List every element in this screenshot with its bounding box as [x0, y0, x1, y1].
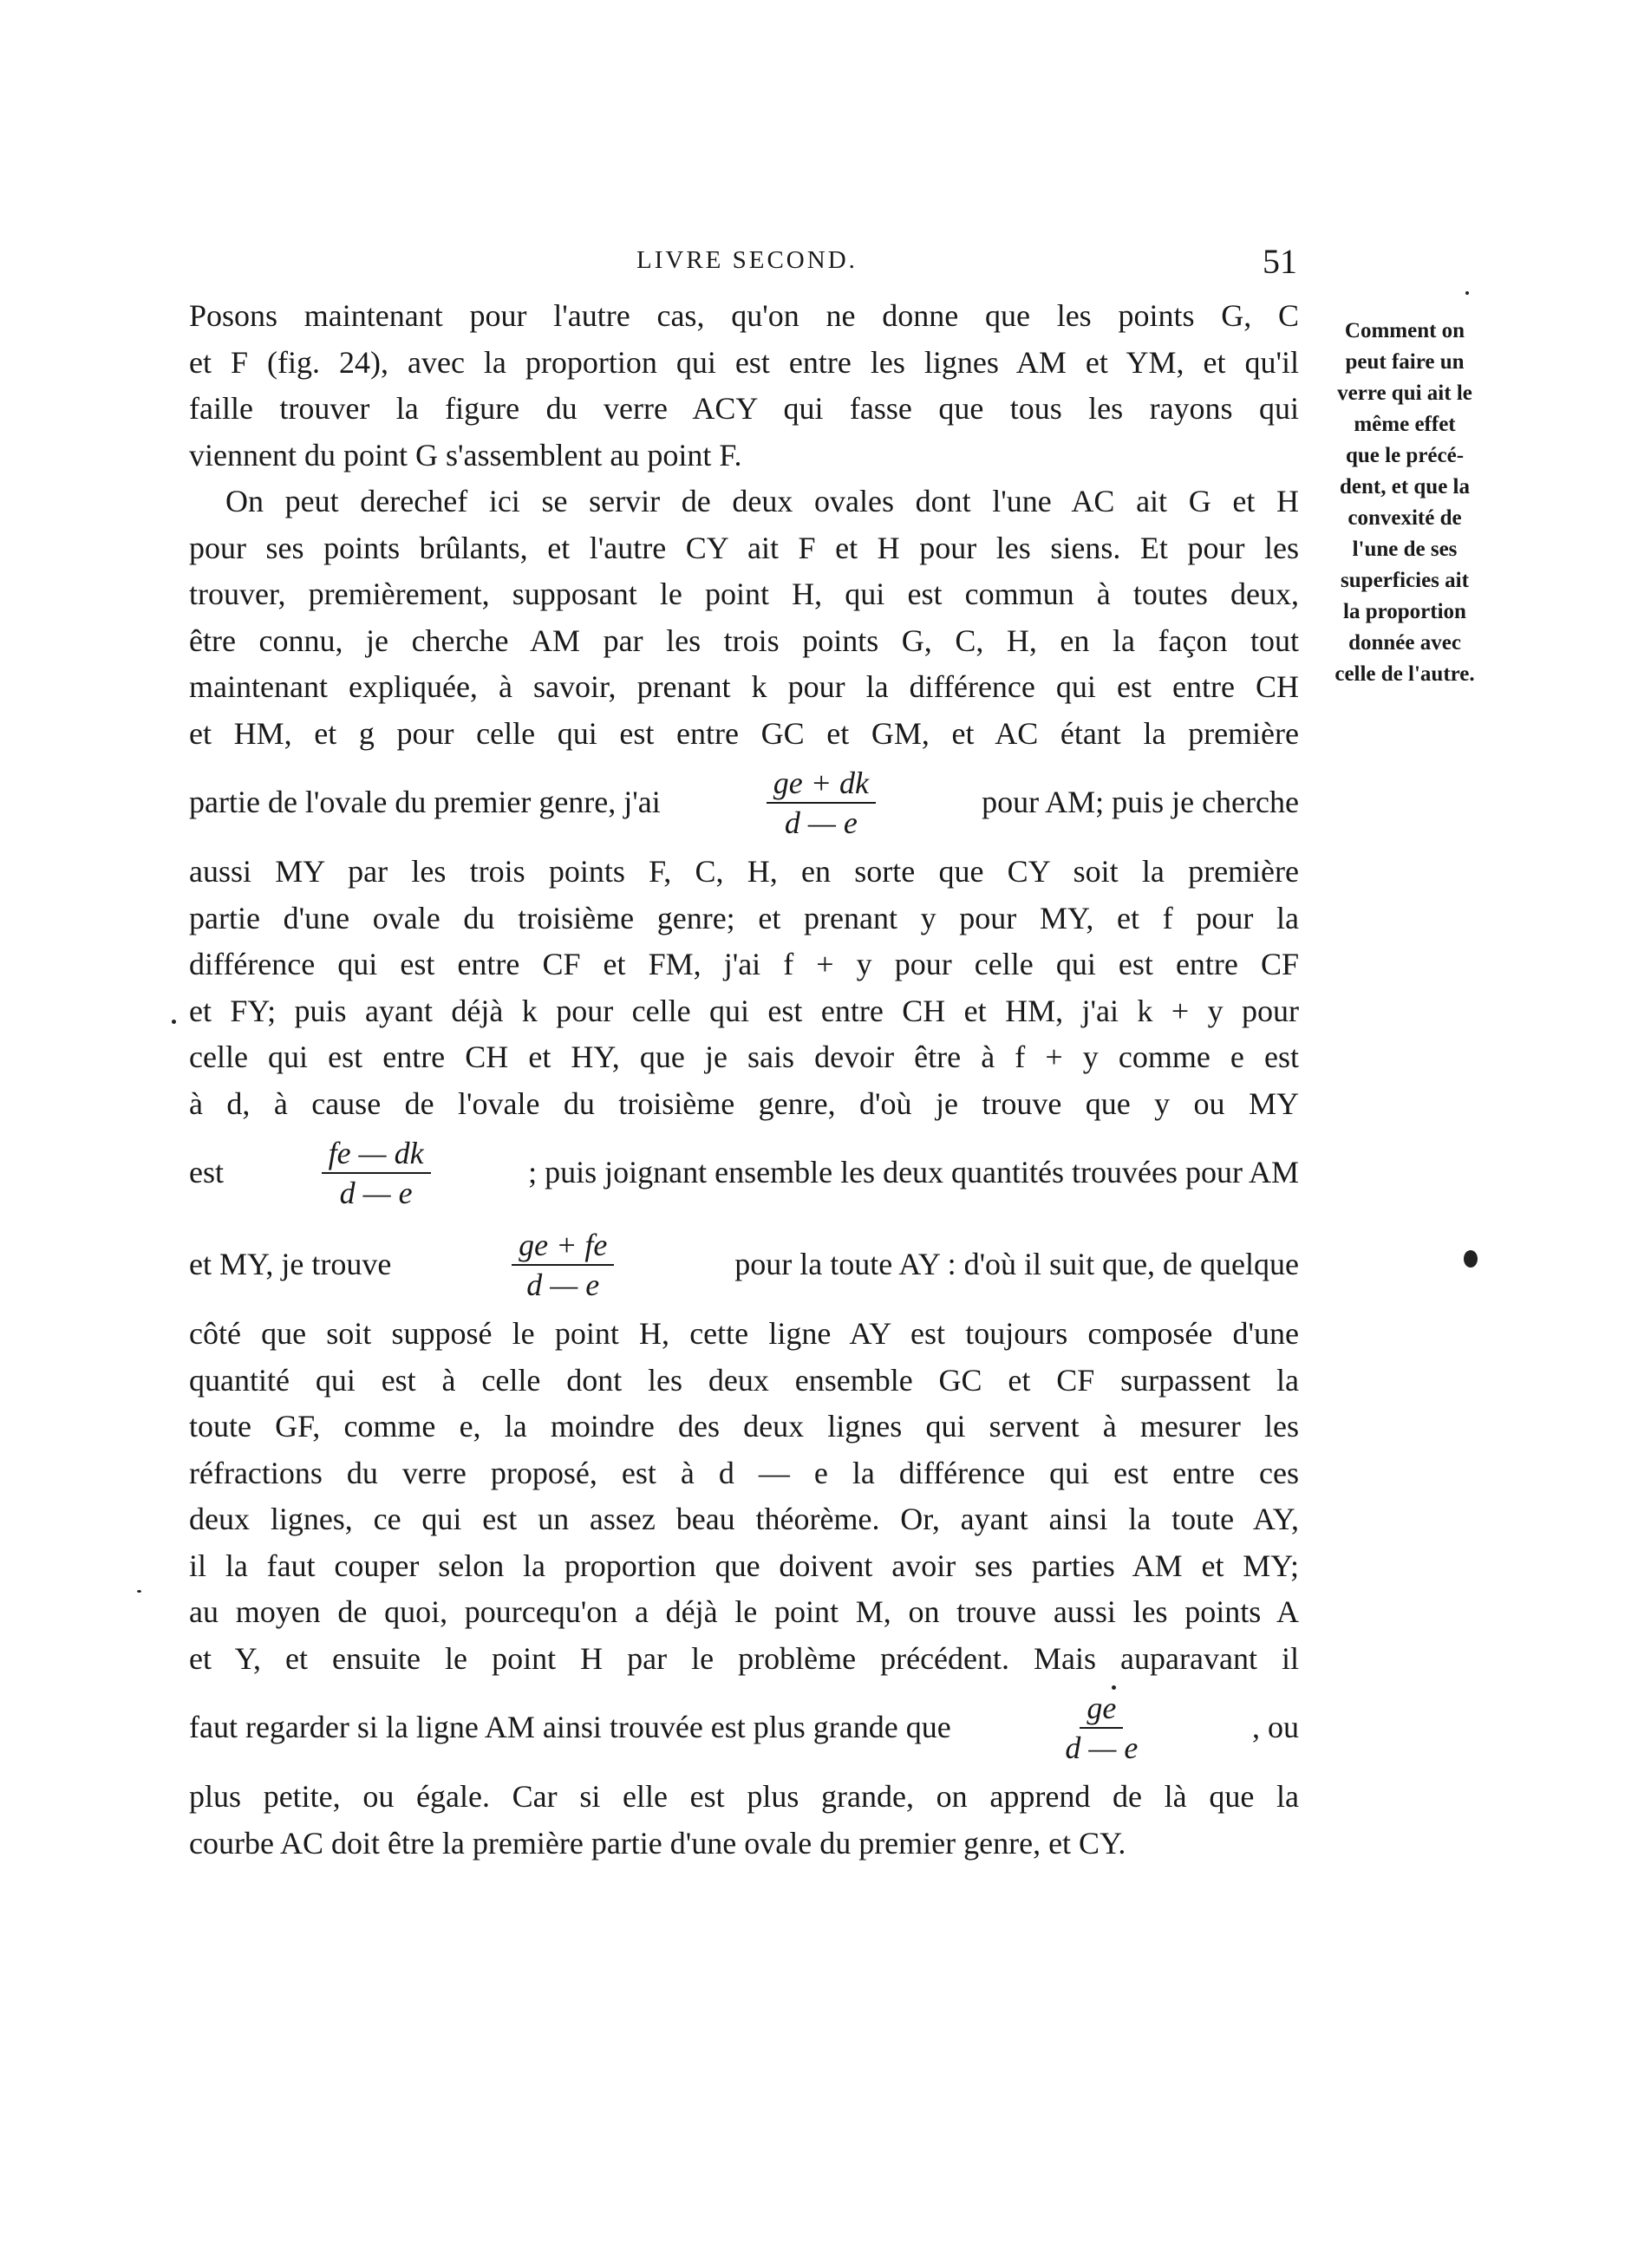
text-line: viennent du point G s'assemblent au point F.	[189, 437, 742, 472]
text-line: deux lignes, ce qui est un assez beau théorème. Or, ayant ainsi la toute AY,	[189, 1502, 1299, 1536]
text-fragment: partie de l'ovale du premier genre, j'ai	[189, 785, 661, 820]
fraction-numerator: ge + dk	[767, 764, 876, 804]
margin-note	[1318, 316, 1491, 690]
text-line: au moyen de quoi, pourcequ'on a déjà le point M, on trouve aussi les points A	[189, 1594, 1299, 1629]
text-line: à d, à cause de l'ovale du troisième genre, d'où je trouve que y ou MY	[189, 1085, 1299, 1121]
fraction-numerator: fe — dk	[322, 1134, 431, 1174]
text-line: On peut derechef ici se servir de deux ovales dont l'une AC ait G et H	[225, 484, 1299, 518]
text-line: celle qui est entre CH et HY, que je sais devoir être à f + y comme e est	[189, 1040, 1299, 1074]
text-line: il la faut couper selon la proportion que doivent avoir ses parties AM et MY;	[189, 1548, 1299, 1583]
body-text	[189, 293, 1299, 1867]
fraction-denominator: d — e	[526, 1268, 600, 1302]
margin-note-line: que le précé-	[1345, 444, 1465, 467]
margin-note-line: Comment on	[1344, 319, 1465, 342]
text-line: être connu, je cherche AM par les trois points G, C, H, en la façon tout	[189, 622, 1299, 658]
text-fragment: faut regarder si la ligne AM ainsi trouvée est plus grande que	[189, 1710, 951, 1745]
fraction-denominator: d — e	[784, 805, 858, 840]
text-line: et F (fig. 24), avec la proportion qui est entre les lignes AM et YM, et qu'il	[189, 344, 1299, 380]
text-line: pour ses points brûlants, et l'autre CY ait F et H pour les siens. Et pour les	[189, 530, 1299, 565]
ink-speck	[137, 1590, 141, 1593]
ink-speck	[1112, 1685, 1116, 1690]
ink-speck	[172, 1020, 176, 1024]
margin-note-line: verre qui ait le	[1337, 381, 1472, 405]
fraction-numerator: ge + fe	[512, 1226, 614, 1266]
margin-note-line: peut faire un	[1345, 350, 1465, 374]
fraction-numerator: ge	[1080, 1689, 1123, 1729]
fraction-ge-plus-dk	[767, 764, 876, 842]
text-fragment: , ou	[1251, 1710, 1299, 1745]
page-number: 51	[1263, 242, 1297, 281]
text-line: et Y, et ensuite le point H par le problème précédent. Mais auparavant il	[189, 1640, 1299, 1676]
text-fragment: est	[189, 1155, 224, 1190]
text-fragment: ; puis joignant ensemble les deux quantités trouvées pour AM	[528, 1155, 1299, 1190]
text-line: partie d'une ovale du troisième genre; et prenant y pour MY, et f pour la	[189, 900, 1299, 935]
ink-speck	[1465, 291, 1469, 295]
fraction-denominator: d — e	[339, 1176, 413, 1210]
formula-line	[189, 757, 1299, 849]
text-line: toute GF, comme e, la moindre des deux lignes qui servent à mesurer les	[189, 1409, 1299, 1444]
margin-note-line: même effet	[1354, 413, 1456, 436]
text-line: trouver, premièrement, supposant le point H, qui est commun à toutes deux,	[189, 577, 1299, 611]
text-line: et HM, et g pour celle qui est entre GC et GM, et AC étant la première	[189, 715, 1299, 751]
text-line: réfractions du verre proposé, est à d — e la différence qui est entre ces	[189, 1455, 1299, 1490]
text-fragment: et MY, je trouve	[189, 1247, 392, 1282]
text-line: Posons maintenant pour l'autre cas, qu'on ne donne que les points G, C	[189, 298, 1299, 333]
text-fragment: pour AM; puis je cherche	[982, 785, 1299, 820]
margin-note-line: celle de l'autre.	[1335, 662, 1475, 686]
formula-line	[189, 1127, 1299, 1219]
margin-note-line: dent, et que la	[1340, 475, 1470, 499]
text-line: maintenant expliquée, à savoir, prenant k pour la différence qui est entre CH	[189, 669, 1299, 704]
fraction-ge	[1058, 1689, 1145, 1767]
text-line: côté que soit supposé le point H, cette ligne AY est toujours composée d'une	[189, 1316, 1299, 1351]
fraction-ge-plus-fe	[512, 1226, 614, 1304]
margin-note-line: l'une de ses	[1352, 538, 1458, 561]
fraction-denominator: d — e	[1065, 1730, 1139, 1765]
margin-note-line: superficies ait	[1341, 569, 1469, 592]
text-line: différence qui est entre CF et FM, j'ai f + y pour celle qui est entre CF	[189, 947, 1299, 981]
text-fragment: pour la toute AY : d'où il suit que, de quelque	[734, 1247, 1299, 1282]
margin-note-line: donnée avec	[1348, 631, 1461, 655]
ink-speck	[1464, 1250, 1478, 1268]
text-line: aussi MY par les trois points F, C, H, en sorte que CY soit la première	[189, 854, 1299, 889]
text-line: courbe AC doit être la première partie d'une ovale du premier genre, et CY.	[189, 1825, 1126, 1861]
formula-line	[189, 1682, 1299, 1774]
text-line: plus petite, ou égale. Car si elle est plus grande, on apprend de là que la	[189, 1779, 1299, 1814]
margin-note-line: la proportion	[1343, 600, 1466, 623]
running-head: LIVRE SECOND.	[636, 246, 858, 274]
fraction-fe-minus-dk	[322, 1134, 431, 1212]
text-line: faille trouver la figure du verre ACY qui fasse que tous les rayons qui	[189, 391, 1299, 426]
formula-line	[189, 1219, 1299, 1311]
text-line: et FY; puis ayant déjà k pour celle qui est entre CH et HM, j'ai k + y pour	[189, 993, 1299, 1028]
text-line: quantité qui est à celle dont les deux ensemble GC et CF surpassent la	[189, 1362, 1299, 1398]
margin-note-line: convexité de	[1348, 506, 1462, 530]
